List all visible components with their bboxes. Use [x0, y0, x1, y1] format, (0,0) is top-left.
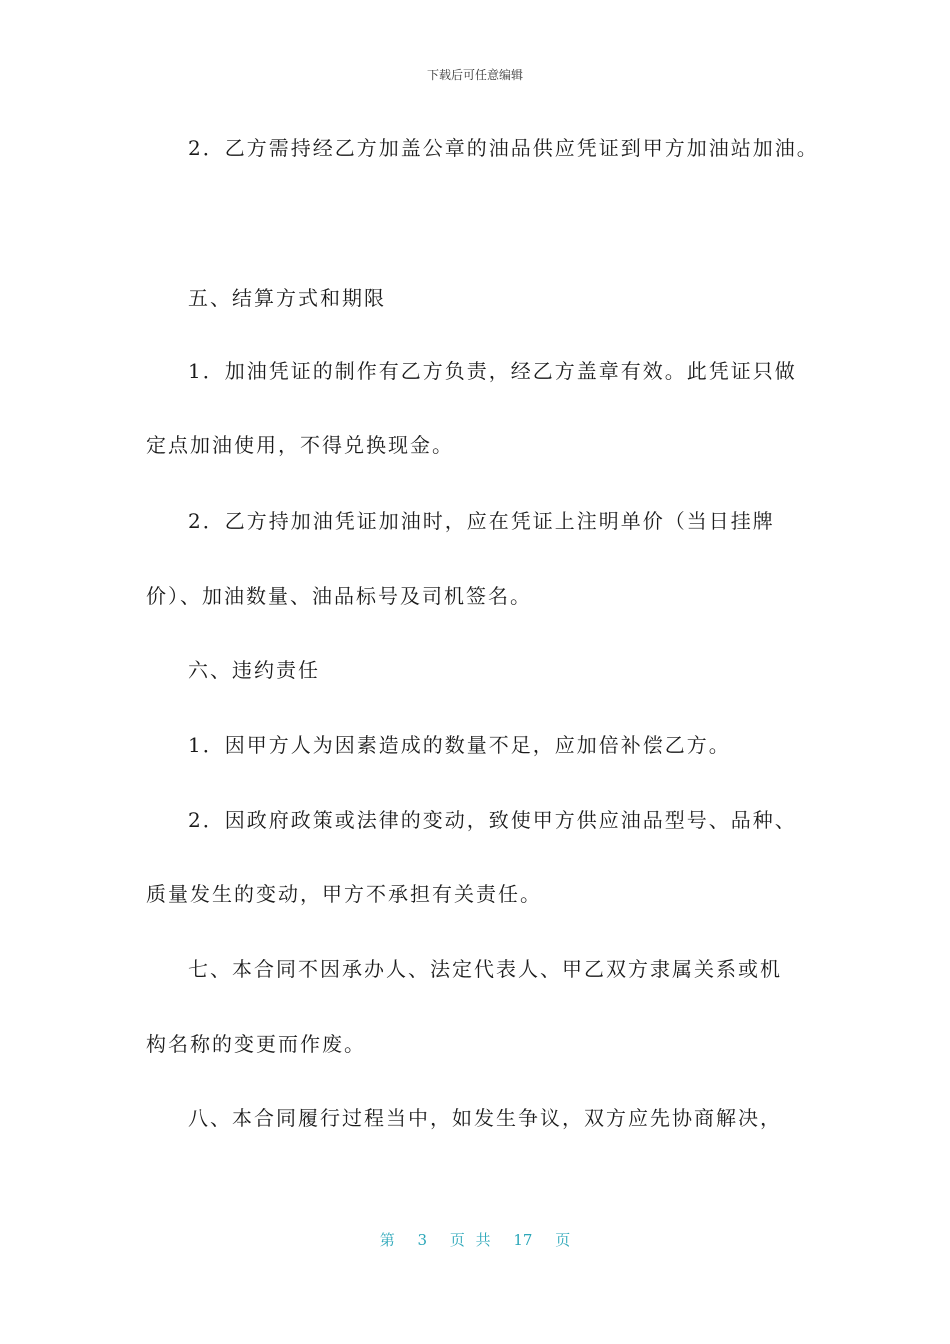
page-prefix: 第 — [379, 1231, 395, 1249]
paragraph-line: 1．因甲方人为因素造成的数量不足，应加倍补偿乙方。 — [188, 733, 731, 757]
paragraph-line: 八、本合同履行过程当中，如发生争议，双方应先协商解决， — [188, 1106, 782, 1130]
page-footer — [0, 1229, 950, 1250]
paragraph-line: 价）、加油数量、油品标号及司机签名。 — [146, 584, 532, 608]
total-pages: 17 — [513, 1231, 533, 1249]
paragraph-line: 七、本合同不因承办人、法定代表人、甲乙双方隶属关系或机 — [188, 957, 782, 981]
page-header: 下载后可任意编辑 — [426, 68, 523, 82]
paragraph-line: 2．乙方需持经乙方加盖公章的油品供应凭证到甲方加油站加油。 — [188, 136, 819, 160]
paragraph-line: 1．加油凭证的制作有乙方负责，经乙方盖章有效。此凭证只做 — [188, 359, 797, 383]
paragraph-line: 质量发生的变动，甲方不承担有关责任。 — [146, 882, 542, 906]
page-number: 3 — [417, 1231, 428, 1249]
paragraph-line: 2．因政府政策或法律的变动，致使甲方供应油品型号、品种、 — [188, 808, 797, 832]
page-suffix: 页 — [555, 1231, 571, 1249]
paragraph-line: 定点加油使用，不得兑换现金。 — [146, 433, 454, 457]
page-mid: 页 共 — [449, 1231, 491, 1249]
section-heading: 五、结算方式和期限 — [188, 286, 386, 310]
paragraph-line: 构名称的变更而作废。 — [146, 1032, 366, 1056]
paragraph-line: 2．乙方持加油凭证加油时，应在凭证上注明单价（当日挂牌 — [188, 509, 775, 533]
section-heading: 六、违约责任 — [188, 658, 320, 682]
